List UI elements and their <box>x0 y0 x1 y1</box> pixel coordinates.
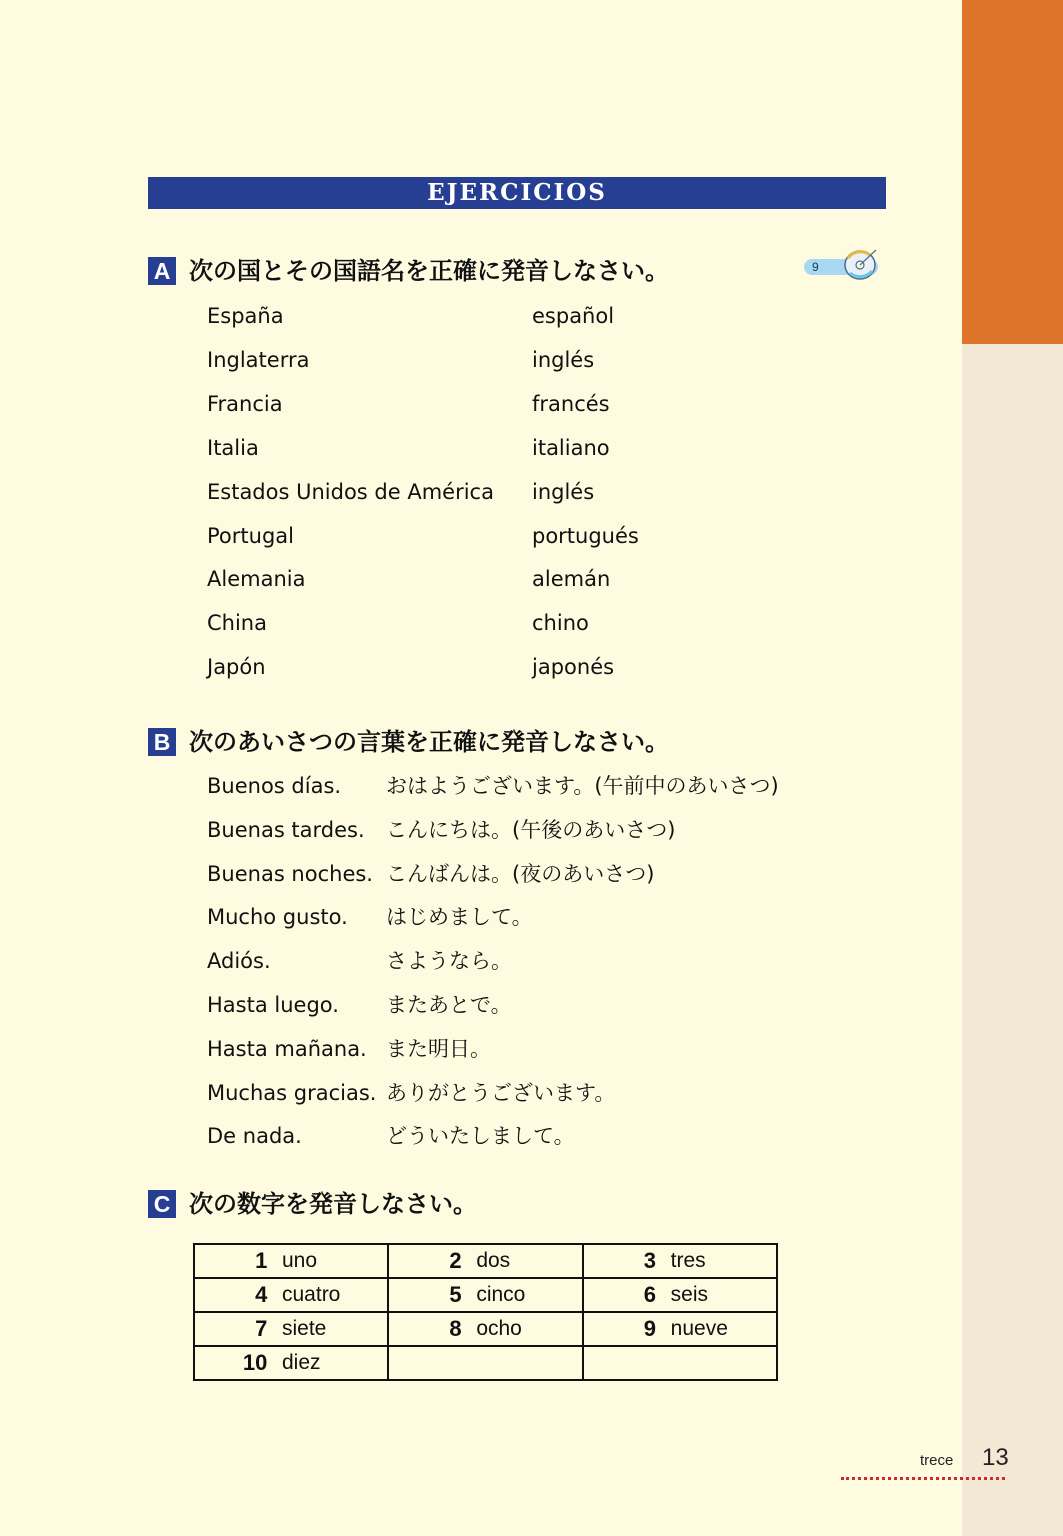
language-name: francés <box>532 392 610 416</box>
section-a-letter: A <box>148 257 176 285</box>
greeting-japanese: ありがとうございます。 <box>386 1081 616 1105</box>
numeral: 7 <box>255 1316 268 1341</box>
number-cell <box>388 1278 582 1312</box>
greeting-japanese: また明日。 <box>386 1037 491 1061</box>
greeting-japanese: こんにちは。(午後のあいさつ) <box>386 818 676 842</box>
country-name: Estados Unidos de América <box>207 480 494 504</box>
number-word: cinco <box>476 1283 526 1306</box>
numeral: 5 <box>449 1282 462 1307</box>
numeral: 8 <box>449 1316 462 1341</box>
country-name: Portugal <box>207 524 294 548</box>
country-name: Japón <box>207 655 266 679</box>
numeral: 1 <box>255 1248 268 1273</box>
greeting-spanish: Buenas tardes. <box>207 818 365 842</box>
country-name: China <box>207 611 267 635</box>
greeting-spanish: Muchas gracias. <box>207 1081 377 1105</box>
greeting-japanese: こんばんは。(夜のあいさつ) <box>386 862 655 886</box>
section-c-letter: C <box>148 1190 176 1218</box>
section-b-letter: B <box>148 728 176 756</box>
table-row <box>194 1244 777 1278</box>
number-word: nueve <box>670 1317 728 1340</box>
greeting-japanese: はじめまして。 <box>386 905 533 929</box>
number-word: seis <box>670 1283 709 1306</box>
greeting-japanese: またあとで。 <box>386 993 512 1017</box>
number-cell <box>388 1346 582 1380</box>
numbers-table <box>193 1243 778 1381</box>
numeral: 2 <box>449 1248 462 1273</box>
numeral: 9 <box>643 1316 656 1341</box>
table-row <box>194 1278 777 1312</box>
greeting-spanish: Adiós. <box>207 949 271 973</box>
number-word: cuatro <box>282 1283 341 1306</box>
number-word: ocho <box>476 1317 522 1340</box>
language-name: inglés <box>532 348 595 372</box>
greeting-spanish: Hasta mañana. <box>207 1037 367 1061</box>
audio-track-badge[interactable] <box>804 246 882 282</box>
country-name: Italia <box>207 436 259 460</box>
number-cell <box>194 1312 388 1346</box>
section-b-instruction: 次のあいさつの言葉を正確に発音しなさい。 <box>189 728 669 756</box>
greeting-japanese: おはようございます。(午前中のあいさつ) <box>386 774 779 798</box>
greeting-japanese: どういたしまして。 <box>386 1124 575 1148</box>
number-word: uno <box>282 1249 318 1272</box>
number-cell <box>194 1244 388 1278</box>
language-name: italiano <box>532 436 610 460</box>
language-name: español <box>532 304 615 328</box>
number-cell <box>583 1346 777 1380</box>
language-name: alemán <box>532 567 611 591</box>
page-title: EJERCICIOS <box>148 177 886 209</box>
greeting-spanish: Buenos días. <box>207 774 342 798</box>
section-c-instruction: 次の数字を発音しなさい。 <box>189 1190 477 1218</box>
greeting-spanish: Mucho gusto. <box>207 905 348 929</box>
language-name: japonés <box>532 655 615 679</box>
greeting-spanish: De nada. <box>207 1124 302 1148</box>
footer-dotted-rule <box>841 1477 1005 1480</box>
greeting-spanish: Hasta luego. <box>207 993 339 1017</box>
section-a-instruction: 次の国とその国語名を正確に発音しなさい。 <box>189 257 669 285</box>
numeral: 10 <box>242 1350 268 1375</box>
numeral: 6 <box>643 1282 656 1307</box>
page-number-word: trece <box>920 1452 954 1469</box>
number-cell <box>388 1312 582 1346</box>
number-word: tres <box>670 1249 706 1272</box>
number-cell <box>388 1244 582 1278</box>
country-name: Francia <box>207 392 283 416</box>
track-number: 9 <box>812 260 819 274</box>
greeting-spanish: Buenas noches. <box>207 862 373 886</box>
number-cell <box>194 1278 388 1312</box>
numeral: 3 <box>643 1248 656 1273</box>
number-cell <box>583 1244 777 1278</box>
language-name: portugués <box>532 524 639 548</box>
country-name: España <box>207 304 284 328</box>
number-cell <box>583 1312 777 1346</box>
language-name: inglés <box>532 480 595 504</box>
language-name: chino <box>532 611 589 635</box>
greeting-japanese: さようなら。 <box>386 949 512 973</box>
page-number: 13 <box>982 1444 1009 1471</box>
number-cell <box>194 1346 388 1380</box>
table-row <box>194 1312 777 1346</box>
number-word: dos <box>476 1249 511 1272</box>
numeral: 4 <box>255 1282 268 1307</box>
country-name: Alemania <box>207 567 306 591</box>
number-word: siete <box>282 1317 327 1340</box>
table-row <box>194 1346 777 1380</box>
number-cell <box>583 1278 777 1312</box>
chapter-tab <box>962 0 1063 344</box>
number-word: diez <box>282 1351 321 1374</box>
cd-disc-icon <box>840 246 880 282</box>
country-name: Inglaterra <box>207 348 310 372</box>
